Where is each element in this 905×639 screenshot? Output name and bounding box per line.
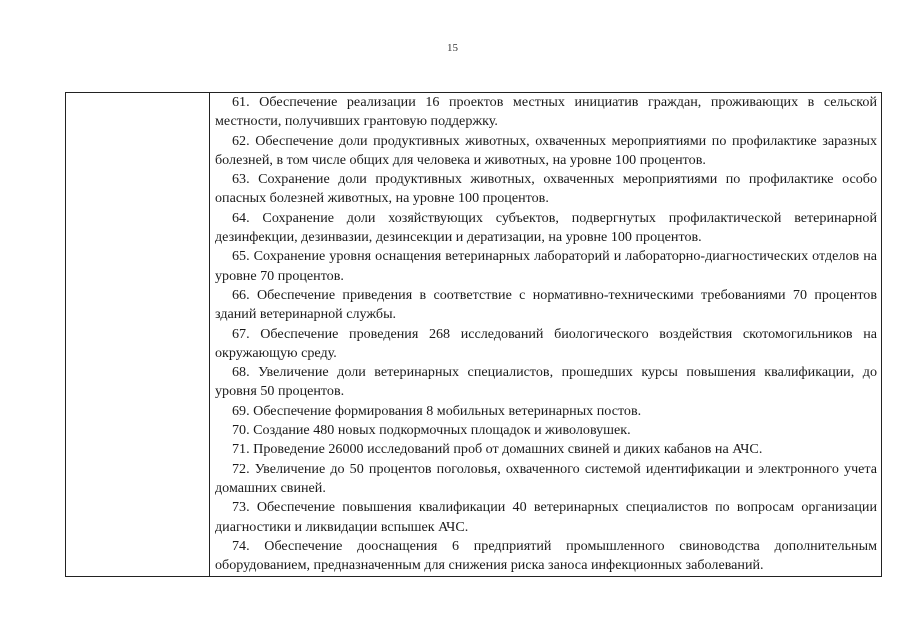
list-item: 65. Сохранение уровня оснащения ветеринарных лабораторий и лабораторно-диагностических отделов на уровне 70 процентов. [215, 248, 877, 284]
table-left-column [66, 93, 210, 576]
list-item: 70. Создание 480 новых подкормочных площадок и живоловушек. [232, 422, 631, 439]
list-item: 62. Обеспечение доли продуктивных животных, охваченных мероприятиями по профилактике заразных болезней, в том числе общих для человека и животных, на уровне 100 процентов. [215, 132, 877, 168]
list-item: 69. Обеспечение формирования 8 мобильных ветеринарных постов. [232, 402, 642, 419]
page-number: 15 [447, 42, 458, 54]
table-right-column [210, 93, 881, 576]
list-item: 68. Увеличение доли ветеринарных специалистов, прошедших курсы повышения квалификации, до уровня 50 процентов. [215, 364, 877, 400]
list-item: 67. Обеспечение проведения 268 исследований биологического воздействия скотомогильников на окружающую среду. [215, 325, 877, 361]
list-item: 74. Обеспечение дооснащения 6 предприятий промышленного свиноводства дополнительным оборудованием, предназначенным для снижения риска заноса инфекционных заболеваний. [215, 537, 877, 574]
list-item: 64. Сохранение доли хозяйствующих субъектов, подвергнутых профилактической ветеринарной дезинфекции, дезинвазии, дезинсекции и дератизации, на уровне 100 процентов. [215, 209, 877, 246]
document-table [65, 92, 882, 577]
list-item: 66. Обеспечение приведения в соответствие с нормативно-техническими требованиями 70 процентов зданий ветеринарной службы. [215, 286, 877, 323]
list-item: 71. Проведение 26000 исследований проб от домашних свиней и диких кабанов на АЧС. [232, 441, 763, 458]
list-item: 63. Сохранение доли продуктивных животных, охваченных мероприятиями по профилактике особо опасных болезней животных, на уровне 100 процентов. [215, 171, 877, 207]
list-item: 72. Увеличение до 50 процентов поголовья, охваченного системой идентификации и электронного учета домашних свиней. [215, 460, 877, 496]
list-item: 73. Обеспечение повышения квалификации 40 ветеринарных специалистов по вопросам организации диагностики и ликвидации вспышек АЧС. [215, 499, 877, 535]
list-item: 61. Обеспечение реализации 16 проектов местных инициатив граждан, проживающих в сельской местности, получивших грантовую поддержку. [215, 94, 877, 130]
